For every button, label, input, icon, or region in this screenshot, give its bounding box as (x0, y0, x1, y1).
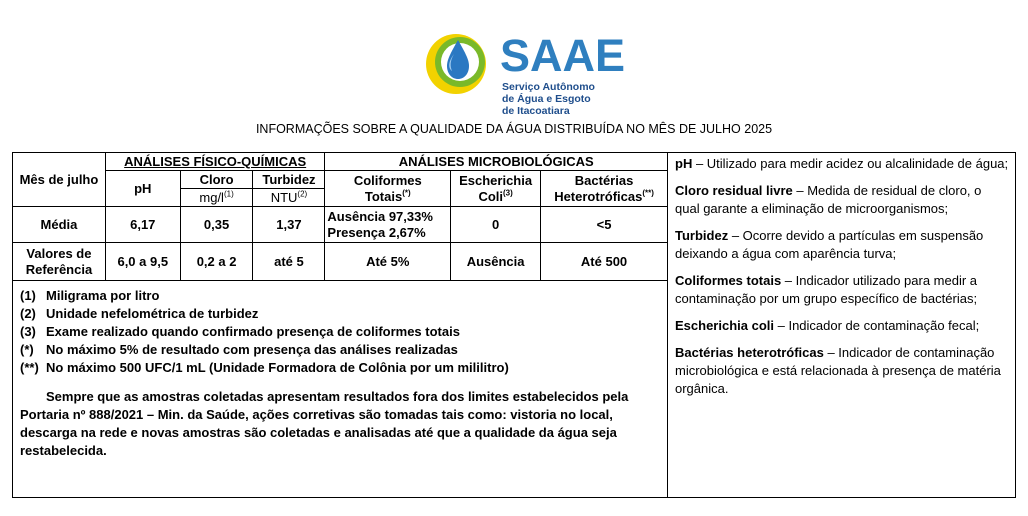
table-row-referencia: Valores de Referência 6,0 a 9,5 0,2 a 2 até 5 Até 5% Ausência Até 500 (13, 243, 668, 281)
glossary-item: Coliformes totais – Indicador utilizado para medir a contaminação por um grupo específico de bactérias; (675, 273, 978, 306)
brand-subtitle: Serviço Autônomo de Água e Esgoto de Itacoatiara (502, 81, 595, 117)
col-coliformes: Coliformes Totais(*) (325, 171, 451, 207)
footnotes (20, 287, 660, 377)
footnote: (1) Miligrama por litro (20, 288, 160, 303)
corrective-actions-paragraph: Sempre que as amostras coletadas apresentam resultados fora dos limites estabelecidos pela Portaria nº 888/2021 – Min. da Saúde, ações corretivas são tomadas tais como: vistoria no local, descarga na rede e novas amostras são coletadas e analisadas até que a qualidade da água seja restabelecida. (20, 389, 629, 458)
glossary (675, 155, 1009, 407)
saae-logo (420, 26, 626, 122)
group-microbiological: ANÁLISES MICROBIOLÓGICAS (325, 153, 668, 171)
quality-table (12, 152, 668, 281)
month-header: Mês de julho (13, 153, 106, 207)
glossary-item: Cloro residual livre – Medida de residual de cloro, o qual garante a eliminação de microorganismos; (675, 183, 982, 216)
col-cloro-unit: $mg/l^{(1)}$ (180, 189, 253, 207)
col-turbidez: Turbidez (253, 171, 325, 189)
col-ph: pH (105, 171, 180, 207)
col-escherichia: Escherichia Coli$^{(3)}$ (451, 171, 541, 207)
page-title: INFORMAÇÕES SOBRE A QUALIDADE DA ÁGUA DISTRIBUÍDA NO MÊS DE JULHO 2025 (255, 122, 773, 136)
footnote: (*) No máximo 5% de resultado com presença das análises realizadas (20, 342, 458, 357)
footnote: (3) Exame realizado quando confirmado presença de coliformes totais (20, 324, 460, 339)
table-row-media: Média 6,17 0,35 1,37 Ausência 97,33% Presença 2,67% 0 <5 (13, 207, 668, 243)
water-drop-logo-icon (420, 26, 500, 106)
col-turbidez-unit: NTU$^{(2)}$ (253, 189, 325, 207)
glossary-item: Turbidez – Ocorre devido a partículas em suspensão deixando a água com aparência turva; (675, 228, 984, 261)
glossary-item: Escherichia coli – Indicador de contaminação fecal; (675, 318, 980, 333)
col-cloro: Cloro (180, 171, 253, 189)
glossary-item: pH – Utilizado para medir acidez ou alcalinidade de água; (675, 156, 1009, 171)
glossary-item: Bactérias heterotróficas – Indicador de contaminação microbiológica e está relacionada à presença de matéria orgânica. (675, 345, 1001, 396)
group-physico-chemical: ANÁLISES FÍSICO-QUÍMICAS (105, 153, 325, 171)
col-bacterias: Bactérias Heterotróficas(**) (541, 171, 668, 207)
footnote: (2) Unidade nefelométrica de turbidez (20, 306, 259, 321)
footnote: (**) No máximo 500 UFC/1 mL (Unidade Formadora de Colônia por um mililitro) (20, 360, 509, 375)
brand-name: SAAE (500, 30, 626, 81)
